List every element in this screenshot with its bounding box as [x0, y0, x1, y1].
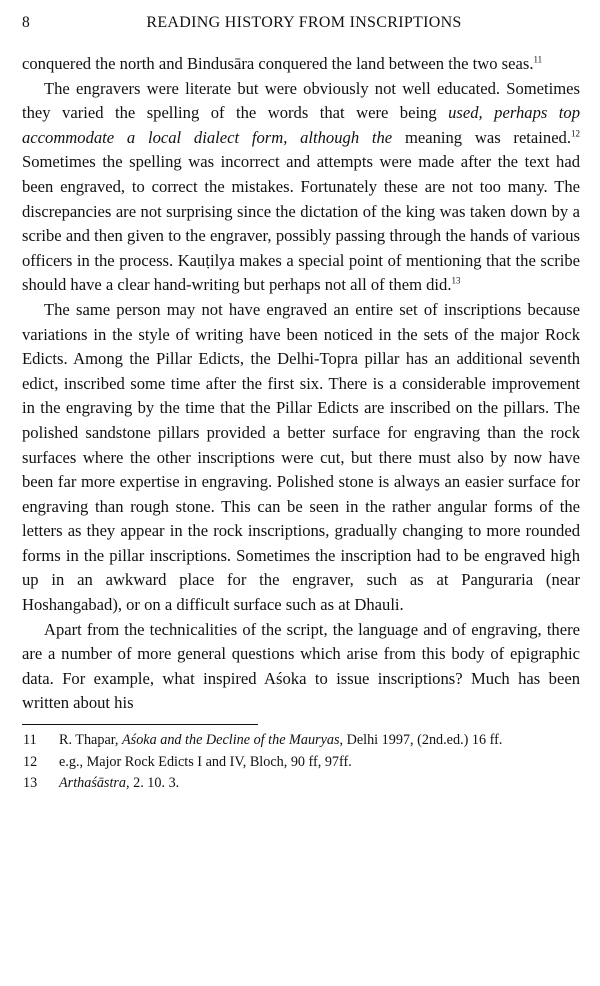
footnote-text: e.g., Major Rock Edicts I and IV, Bloch, 90 ff, 97ff. [59, 753, 352, 770]
paragraph-3: The same person may not have engraved an entire set of inscriptions because variations in the style of writing have been noticed in the sets of the major Rock Edicts. Among the Pillar Edicts, the Delhi-Topra pillar has an additional seventh edict, inscribed some time after the first six. There is a considerable improvement in the engraving by the time that the Pillar Edicts are inscribed on the pillars. The polished sandstone pillars provided a better surface for engraving than the rock surfaces where the other inscriptions were cut, but there must also by now have been far more expertise in engraving. Polished stone is always an easier surface for engraving than rough stone. This can be seen in the rather angular forms of the letters as they appear in the rock inscriptions, gradually changing to more rounded forms in the pillar inscriptions. Sometimes the inscription had to be engraved high up in an awkward place for the engraver, such as at Panguraria (near Hoshangabad), or on a difficult surface such as at Dhauli. [22, 299, 580, 615]
body-text [22, 52, 580, 716]
footnote-ref-12: 12 [571, 128, 580, 139]
paragraph-1 [22, 52, 580, 77]
footnote-text [59, 774, 580, 794]
paragraph-2-italic: used, perhaps top accommodate a local dialect form, although the [22, 103, 580, 147]
paragraph-4: Apart from the technicalities of the script, the language and of engraving, there are a number of more general questions which arise from this body of epigraphic data. For example, what inspired Aśoka to issue inscriptions? Much has been written about his [22, 619, 580, 713]
paragraph-2-text-c: Sometimes the spelling was incorrect and attempts were made after the text had been engraved, to correct the mistakes. Fortunately these are not too many. The discrepancies are not surprising since the dictation of the king was taken down by a scribe and then given to the engraver, possibly passing through the hands of various officers in the process. Kauṭilya makes a special point of mentioning that the scribe should have a clear hand-writing but perhaps not all of them did. [22, 152, 580, 295]
running-head: READING HISTORY FROM INSCRIPTIONS [146, 14, 462, 31]
footnote-text-after: , Delhi 1997, (2nd.ed.) 16 ff. [339, 732, 503, 749]
footnote-book-title: Aśoka and the Decline of the Mauryas [122, 732, 340, 749]
paragraph-2-text-b: meaning was retained. [392, 127, 571, 147]
footnote-book-title: Arthaśāstra [59, 775, 127, 792]
footnotes [22, 731, 580, 794]
paragraph-1-text: conquered the north and Bindusāra conquered the land between the two seas. [22, 54, 534, 73]
footnote-number: 11 [23, 732, 37, 749]
footnote-ref-13: 13 [451, 275, 461, 286]
paragraph-2-text-a: The engravers were literate but were obviously not well educated. Sometimes they varied the spelling of the words that were being [22, 78, 580, 123]
footnote-ref-11: 11 [533, 54, 543, 65]
paragraph-2 [22, 77, 580, 298]
footnote-number: 12 [23, 753, 38, 770]
footnote-text-after: , 2. 10. 3. [126, 775, 180, 792]
footnote-divider [22, 724, 258, 725]
page-number: 8 [22, 14, 30, 31]
footnote-number: 13 [23, 775, 38, 792]
footnote-text [59, 731, 580, 751]
page-header [22, 14, 580, 44]
footnote-13 [22, 774, 580, 794]
footnote-12 [22, 753, 580, 773]
footnote-text-before: R. Thapar, [59, 732, 122, 749]
footnote-11 [22, 731, 580, 751]
